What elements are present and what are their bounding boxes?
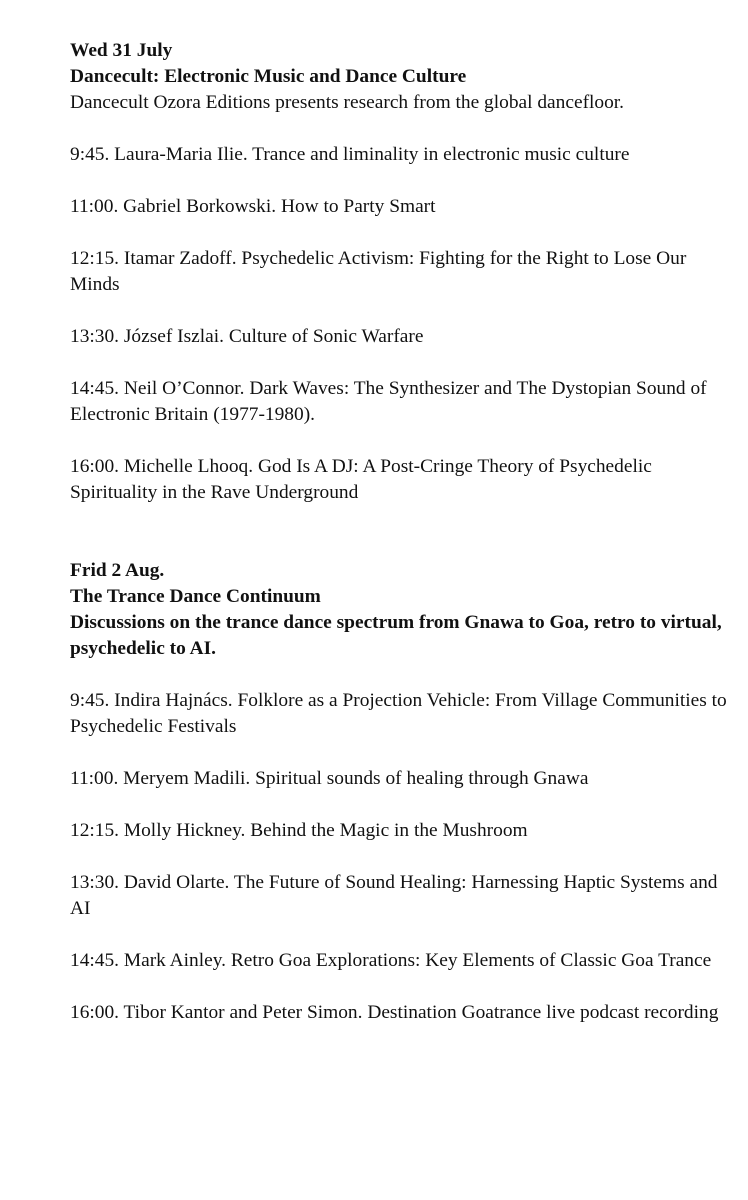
talk-item: 14:45. Mark Ainley. Retro Goa Explorations: Key Elements of Classic Goa Trance	[70, 950, 712, 971]
talk-item: 12:15. Molly Hickney. Behind the Magic in the Mushroom	[70, 820, 528, 841]
day-date: Frid 2 Aug.	[70, 560, 165, 581]
day-block-wed-31-july	[70, 38, 730, 506]
talk-item: 13:30. József Iszlai. Culture of Sonic Warfare	[70, 326, 424, 347]
schedule-document	[70, 38, 730, 1026]
talk-item: 12:15. Itamar Zadoff. Psychedelic Activism: Fighting for the Right to Lose Our Minds	[70, 248, 687, 295]
talk-item: 11:00. Gabriel Borkowski. How to Party Smart	[70, 196, 436, 217]
talk-item: 14:45. Neil O’Connor. Dark Waves: The Synthesizer and The Dystopian Sound of Electronic Britain (1977-1980).	[70, 378, 707, 425]
day-title: Dancecult: Electronic Music and Dance Culture	[70, 66, 467, 87]
talk-list	[70, 142, 730, 506]
day-subtitle: Discussions on the trance dance spectrum from Gnawa to Goa, retro to virtual, psychedelic to AI.	[70, 612, 722, 659]
talk-item: 9:45. Indira Hajnács. Folklore as a Projection Vehicle: From Village Communities to Psychedelic Festivals	[70, 690, 727, 737]
day-subtitle: Dancecult Ozora Editions presents research from the global dancefloor.	[70, 92, 625, 113]
talk-item: 13:30. David Olarte. The Future of Sound Healing: Harnessing Haptic Systems and AI	[70, 872, 718, 919]
day-block-frid-2-aug	[70, 558, 730, 1026]
talk-item: 16:00. Tibor Kantor and Peter Simon. Destination Goatrance live podcast recording	[70, 1002, 719, 1023]
talk-list	[70, 688, 730, 1026]
talk-item: 9:45. Laura-Maria Ilie. Trance and liminality in electronic music culture	[70, 144, 630, 165]
talk-item: 11:00. Meryem Madili. Spiritual sounds of healing through Gnawa	[70, 768, 589, 789]
day-date: Wed 31 July	[70, 40, 173, 61]
day-title: The Trance Dance Continuum	[70, 586, 321, 607]
talk-item: 16:00. Michelle Lhooq. God Is A DJ: A Post-Cringe Theory of Psychedelic Spirituality in the Rave Underground	[70, 456, 652, 503]
